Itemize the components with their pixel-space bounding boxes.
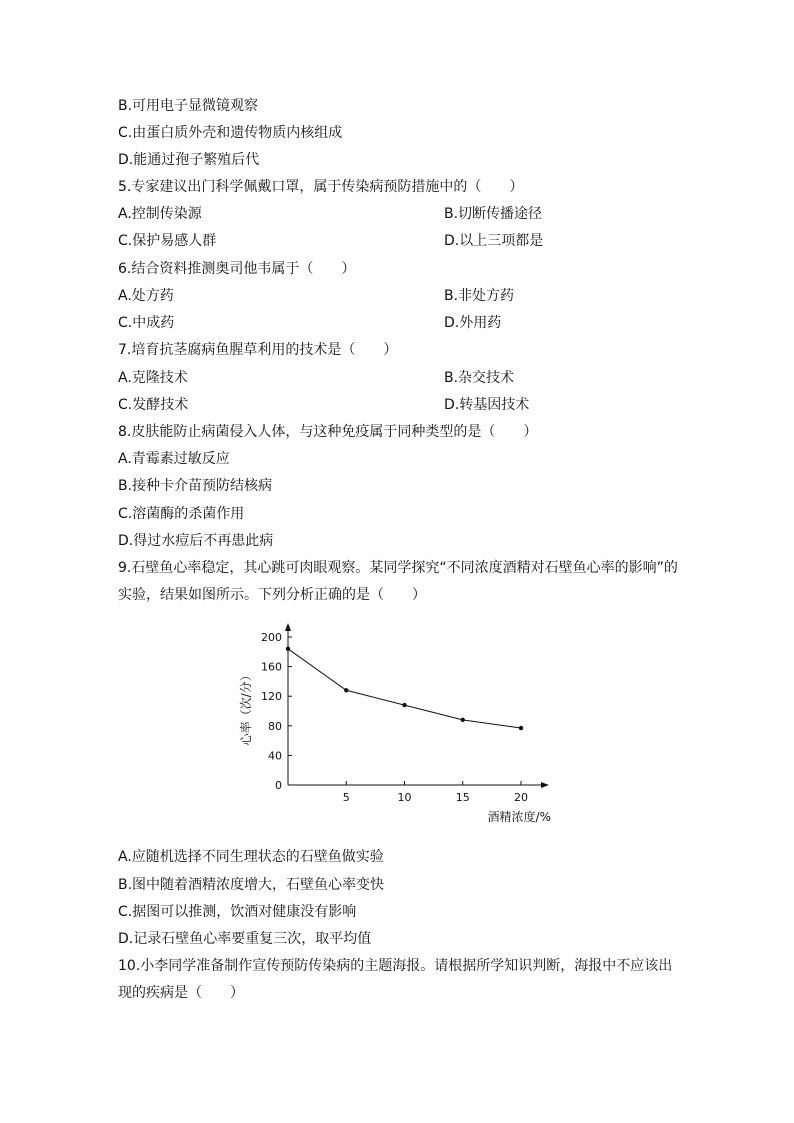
x-tick-label: 15 (455, 791, 470, 804)
q10-stem-line1: 10.小李同学准备制作宣传预防传染病的主题海报。请根据所学知识判断，海报中不应该出 (118, 958, 673, 974)
q9-stem-line1: 9.石壁鱼心率稳定，其心跳可肉眼观察。某同学探究“不同浓度酒精对石壁鱼心率的影响”的 (118, 560, 678, 576)
q5-option-d: D.以上三项都是 (444, 233, 544, 249)
q5-option-b: B.切断传播途径 (444, 206, 543, 222)
x-axis-label: 酒精浓度/% (487, 810, 551, 824)
q4-option-b: B.可用电子显微镜观察 (118, 98, 259, 114)
q6-option-b: B.非处方药 (444, 288, 515, 304)
q5-option-c: C.保护易感人群 (118, 233, 217, 249)
y-axis-arrow (285, 623, 291, 631)
q6-option-d: D.外用药 (444, 315, 502, 331)
q9-option-b: B.图中随着酒精浓度增大，石壁鱼心率变快 (118, 877, 385, 893)
data-point (519, 726, 523, 730)
q9-option-d: D.记录石壁鱼心率要重复三次，取平均值 (118, 931, 372, 947)
q5-stem: 5.专家建议出门科学佩戴口罩，属于传染病预防措施中的（ ） (118, 179, 524, 195)
q7-option-b: B.杂交技术 (444, 370, 515, 386)
q5-option-a: A.控制传染源 (118, 206, 202, 222)
y-tick-label: 120 (261, 690, 282, 704)
q8-option-d: D.得过水痘后不再患此病 (118, 533, 274, 549)
y-tick-label: 200 (261, 631, 282, 644)
y-tick-label: 160 (261, 660, 282, 674)
q6-option-a: A.处方药 (118, 288, 174, 304)
q6-option-c: C.中成药 (118, 315, 175, 331)
q7-option-c: C.发酵技术 (118, 397, 189, 413)
q8-stem: 8.皮肤能防止病菌侵入人体，与这种免疫属于同种类型的是（ ） (118, 424, 538, 440)
q4-option-c: C.由蛋白质外壳和遗传物质内核组成 (118, 125, 343, 141)
q6-stem: 6.结合资料推测奥司他韦属于（ ） (118, 261, 356, 277)
q9-option-a: A.应随机选择不同生理状态的石壁鱼做实验 (118, 849, 384, 865)
q8-option-a: A.青霉素过敏反应 (118, 451, 230, 467)
data-point (461, 718, 465, 722)
x-tick-label: 20 (514, 791, 528, 804)
q4-option-d: D.能通过孢子繁殖后代 (118, 152, 260, 168)
data-point (344, 688, 348, 692)
q9-option-c: C.据图可以推测，饮酒对健康没有影响 (118, 904, 357, 920)
y-tick-label: 40 (268, 749, 282, 763)
q7-stem: 7.培育抗茎腐病鱼腥草利用的技术是（ ） (118, 342, 398, 358)
q10-stem-line2: 现的疾病是（ ） (118, 985, 244, 1001)
q8-option-c: C.溶菌酶的杀菌作用 (118, 506, 245, 522)
q9-stem-line2: 实验，结果如图所示。下列分析正确的是（ ） (118, 587, 426, 603)
y-tick-label: 0 (275, 779, 282, 792)
x-axis-arrow (541, 782, 549, 788)
series-line (288, 649, 521, 728)
data-point (286, 647, 290, 651)
heart-rate-chart (230, 622, 560, 832)
y-axis-label: 心率（次/分） (239, 669, 253, 746)
data-point (402, 703, 406, 707)
q8-option-b: B.接种卡介苗预防结核病 (118, 478, 273, 494)
x-tick-label: 5 (342, 791, 350, 804)
q7-option-a: A.克隆技术 (118, 370, 188, 386)
y-tick-label: 80 (268, 719, 282, 733)
q7-option-d: D.转基因技术 (444, 397, 530, 413)
x-tick-label: 10 (397, 791, 412, 804)
